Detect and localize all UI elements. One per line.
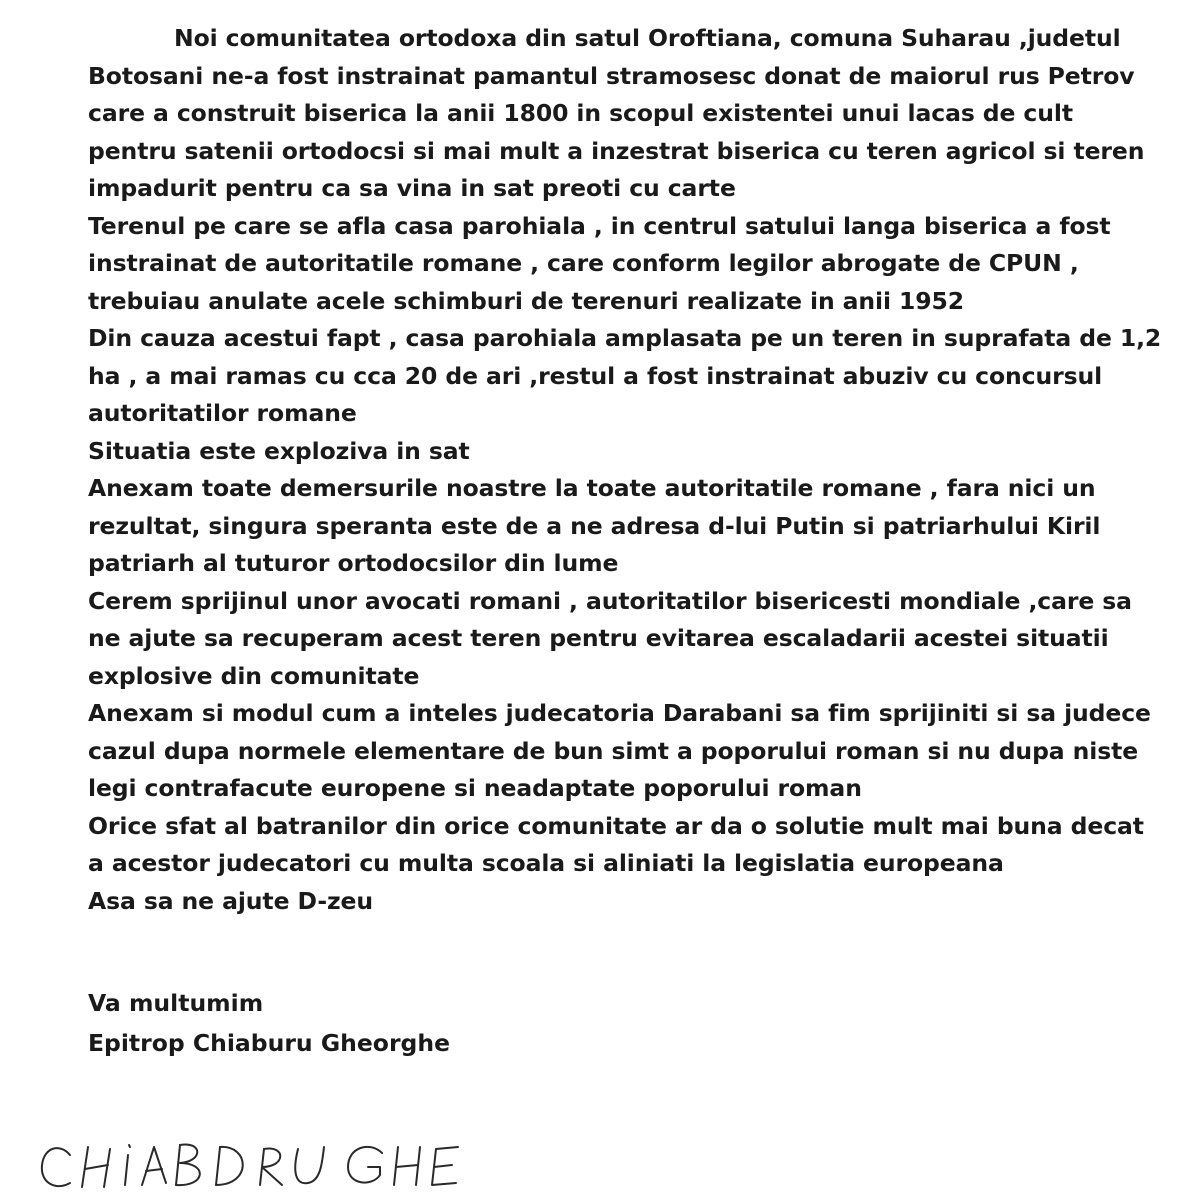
letter-line: Anexam si modul cum a inteles judecatoria Darabani sa fim sprijiniti si sa judece	[88, 699, 1151, 727]
letter-line: trebuiau anulate acele schimburi de terenuri realizate in anii 1952	[88, 286, 965, 315]
letter-line: Botosani ne-a fost instrainat pamantul stramosesc donat de maiorul rus Petrov	[88, 61, 1135, 90]
letter-line: legi contrafacute europene si neadaptate poporului roman	[88, 774, 862, 802]
letter-body	[88, 20, 1178, 920]
letter-line: Situatia este exploziva in sat	[88, 436, 470, 465]
letter-closing	[88, 983, 450, 1063]
closing-signatory: Epitrop Chiaburu Gheorghe	[88, 1029, 451, 1057]
letter-line: ne ajute sa recuperam acest teren pentru evitarea escaladarii acestei situatii	[88, 624, 1109, 652]
letter-line: Anexam toate demersurile noastre la toate autoritatile romane , fara nici un	[88, 474, 1096, 502]
letter-line: ha , a mai ramas cu cca 20 de ari ,restul a fost instrainat abuziv cu concursul	[88, 361, 1103, 390]
letter-line: Asa sa ne ajute D-zeu	[88, 886, 374, 915]
letter-line: explosive din comunitate	[88, 661, 420, 690]
letter-line: a acestor judecatori cu multa scoala si aliniati la legislatia europeana	[88, 849, 1004, 877]
letter-line: instrainat de autoritatile romane , care conform legilor abrogate de CPUN ,	[88, 249, 1079, 277]
signature-drawing	[30, 1125, 470, 1195]
letter-line: care a construit biserica la anii 1800 in scopul existentei unui lacas de cult	[88, 99, 1073, 127]
letter-line: impadurit pentru ca sa vina in sat preoti cu carte	[88, 174, 736, 202]
letter-line: pentru satenii ortodocsi si mai mult a inzestrat biserica cu teren agricol si teren	[88, 136, 1145, 165]
closing-thanks: Va multumim	[88, 989, 264, 1017]
letter-line: Terenul pe care se afla casa parohiala , in centrul satului langa biserica a fost	[88, 211, 1111, 240]
letter-line: patriarh al tuturor ortodocsilor din lume	[88, 549, 619, 577]
letter-line: Din cauza acestui fapt , casa parohiala amplasata pe un teren in suprafata de 1,2	[88, 324, 1162, 352]
letter-line: rezultat, singura speranta este de a ne adresa d-lui Putin si patriarhului Kiril	[88, 511, 1101, 540]
letter-line: cazul dupa normele elementare de bun simt a poporului roman si nu dupa niste	[88, 736, 1139, 765]
letter-line: autoritatilor romane	[88, 399, 357, 427]
letter-line: Orice sfat al batranilor din orice comunitate ar da o solutie mult mai buna decat	[88, 811, 1144, 840]
letter-line: Cerem sprijinul unor avocati romani , autoritatilor bisericesti mondiale ,care sa	[88, 586, 1132, 615]
letter-line: Noi comunitatea ortodoxa din satul Oroftiana, comuna Suharau ,judetul	[174, 24, 1121, 52]
handwritten-signature	[30, 1125, 470, 1195]
